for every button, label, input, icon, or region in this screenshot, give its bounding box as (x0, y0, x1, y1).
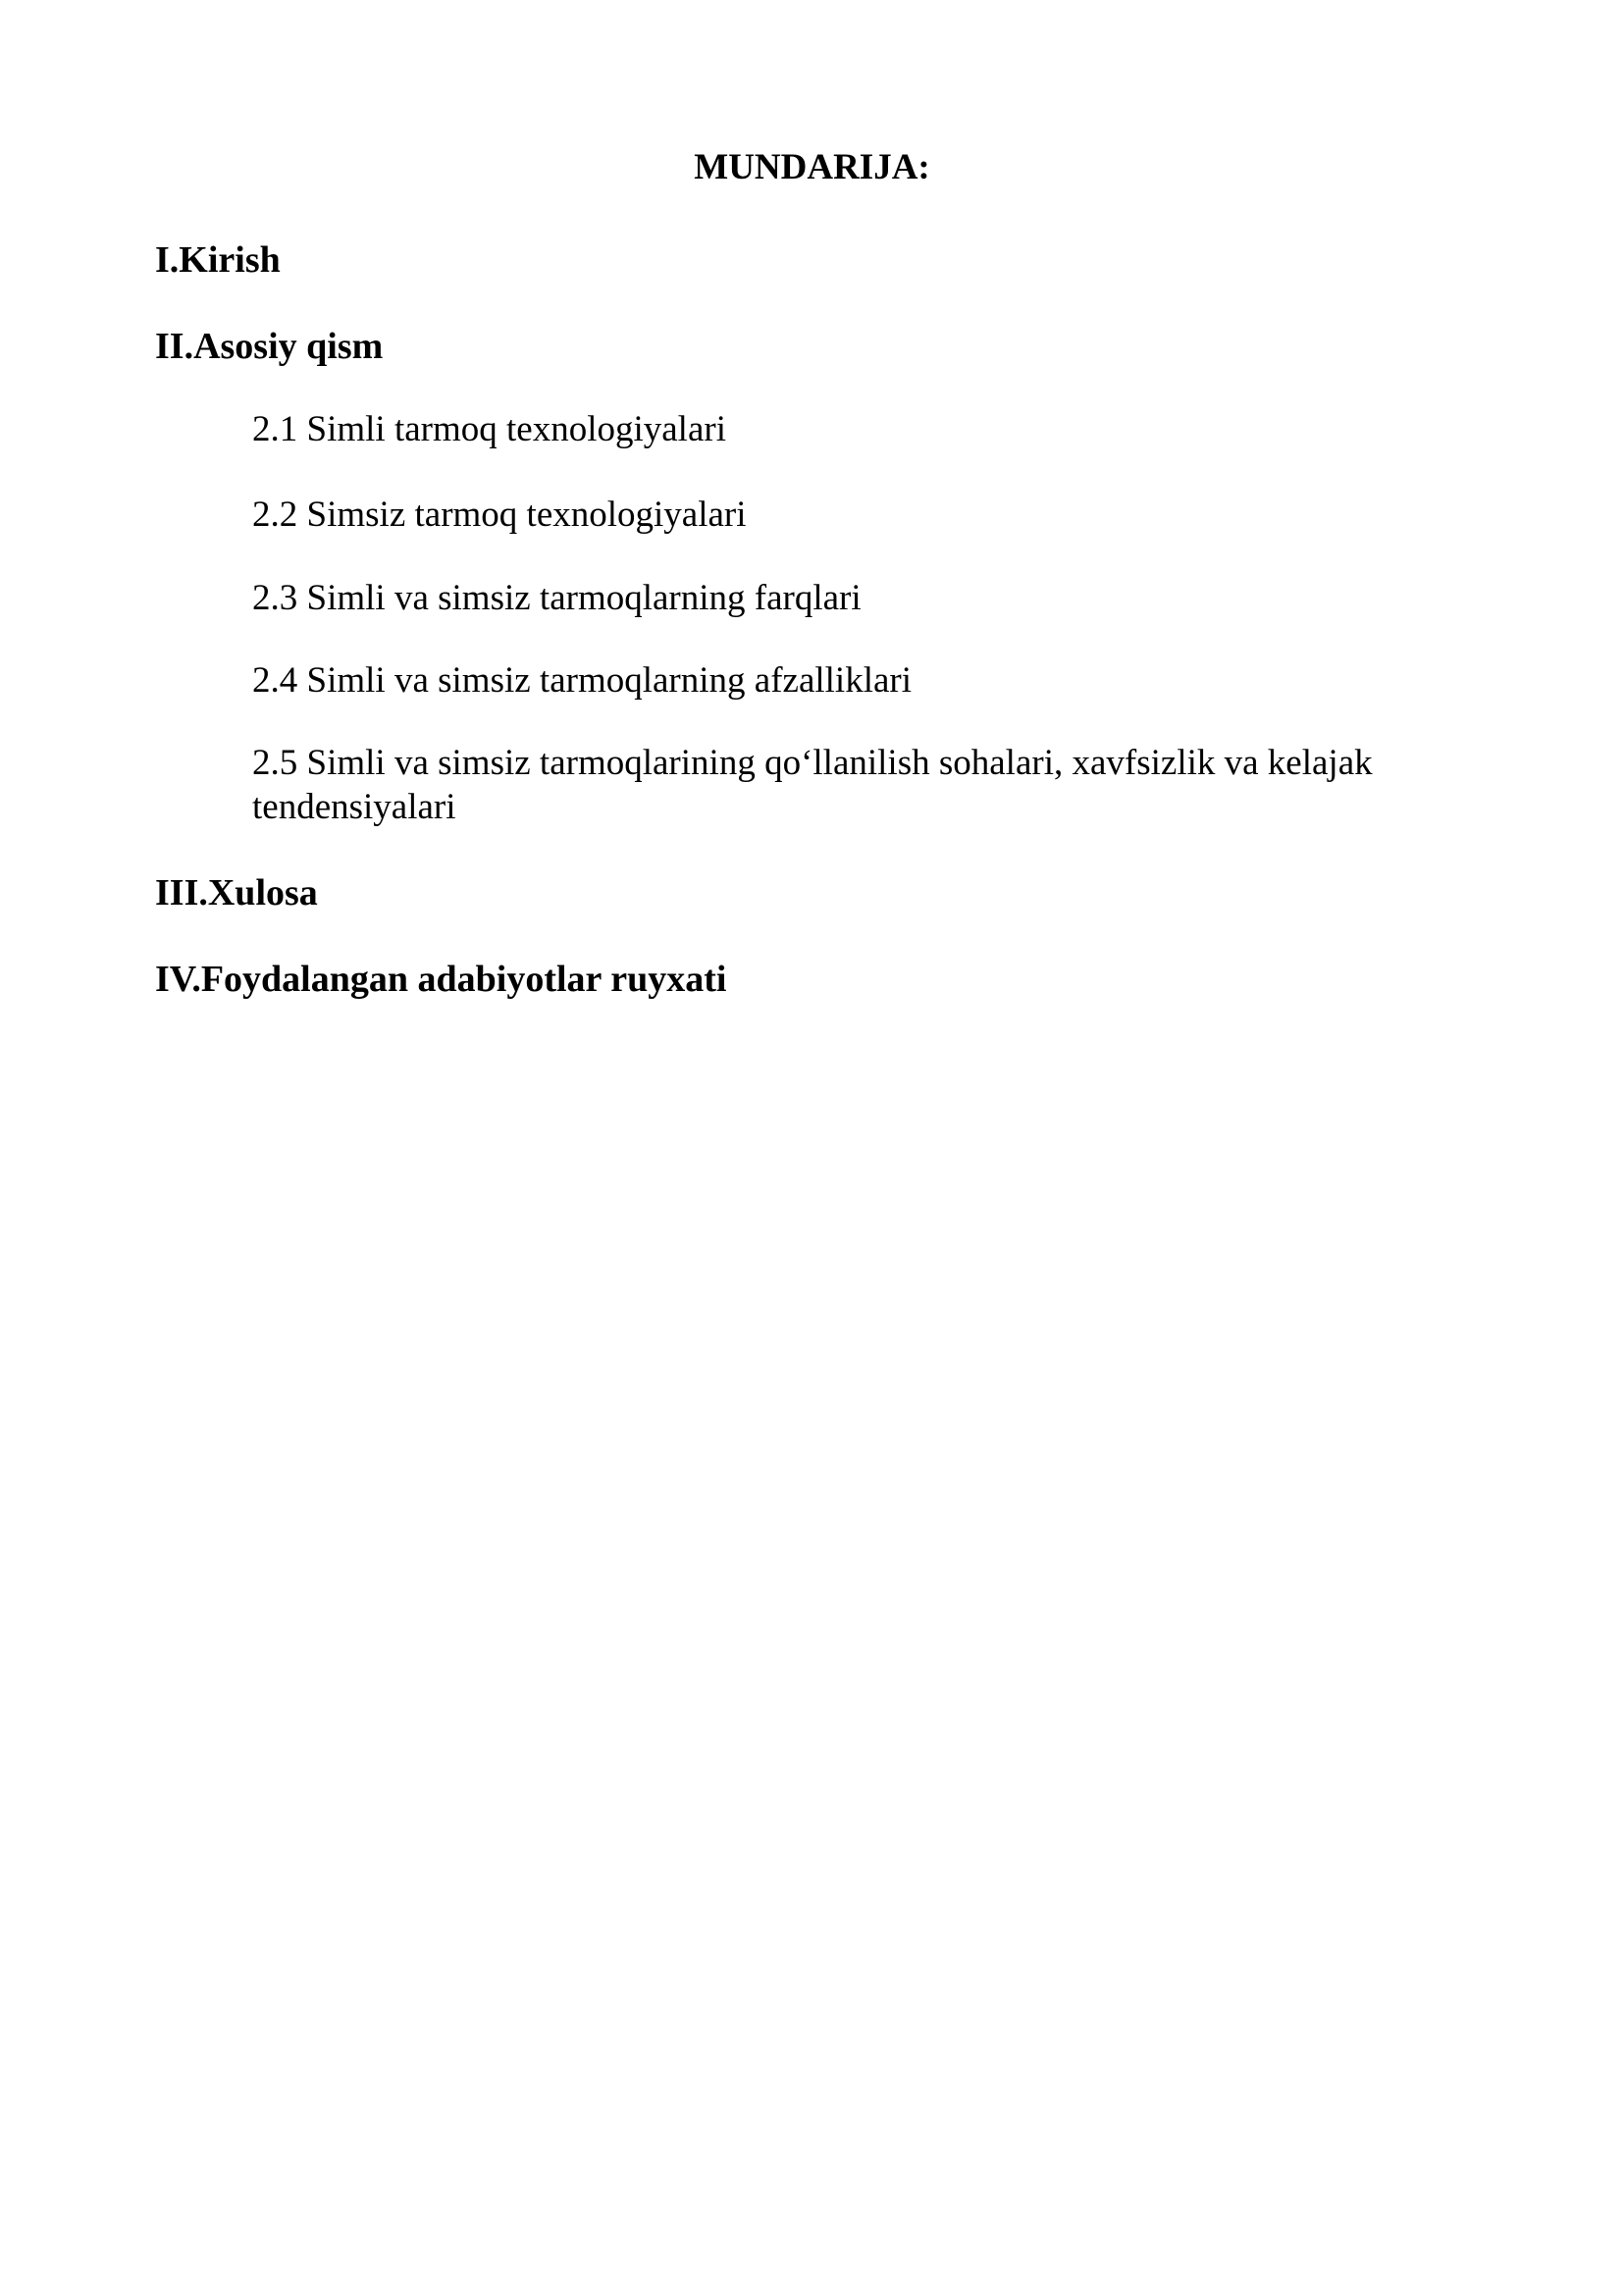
toc-subentry-2-3: 2.3 Simli va simsiz tarmoqlarning farqlari (252, 578, 862, 618)
toc-entry-conclusion: III.Xulosa (155, 872, 318, 913)
toc-subentry-2-5: 2.5 Simli va simsiz tarmoqlarining qo‘llanilish sohalari, xavfsizlik va kelajak tendensiyalari (252, 743, 1373, 827)
toc-entry-main-part: II.Asosiy qism (155, 326, 384, 367)
toc-entry-references: IV.Foydalangan adabiyotlar ruyxati (155, 959, 727, 1000)
page-title: MUNDARIJA: (694, 147, 930, 187)
toc-subentry-2-1: 2.1 Simli tarmoq texnologiyalari (252, 409, 726, 449)
toc-entry-introduction: I.Kirish (155, 239, 281, 281)
toc-subentry-2-2: 2.2 Simsiz tarmoq texnologiyalari (252, 495, 747, 535)
toc-subentry-2-4: 2.4 Simli va simsiz tarmoqlarning afzalliklari (252, 660, 913, 701)
